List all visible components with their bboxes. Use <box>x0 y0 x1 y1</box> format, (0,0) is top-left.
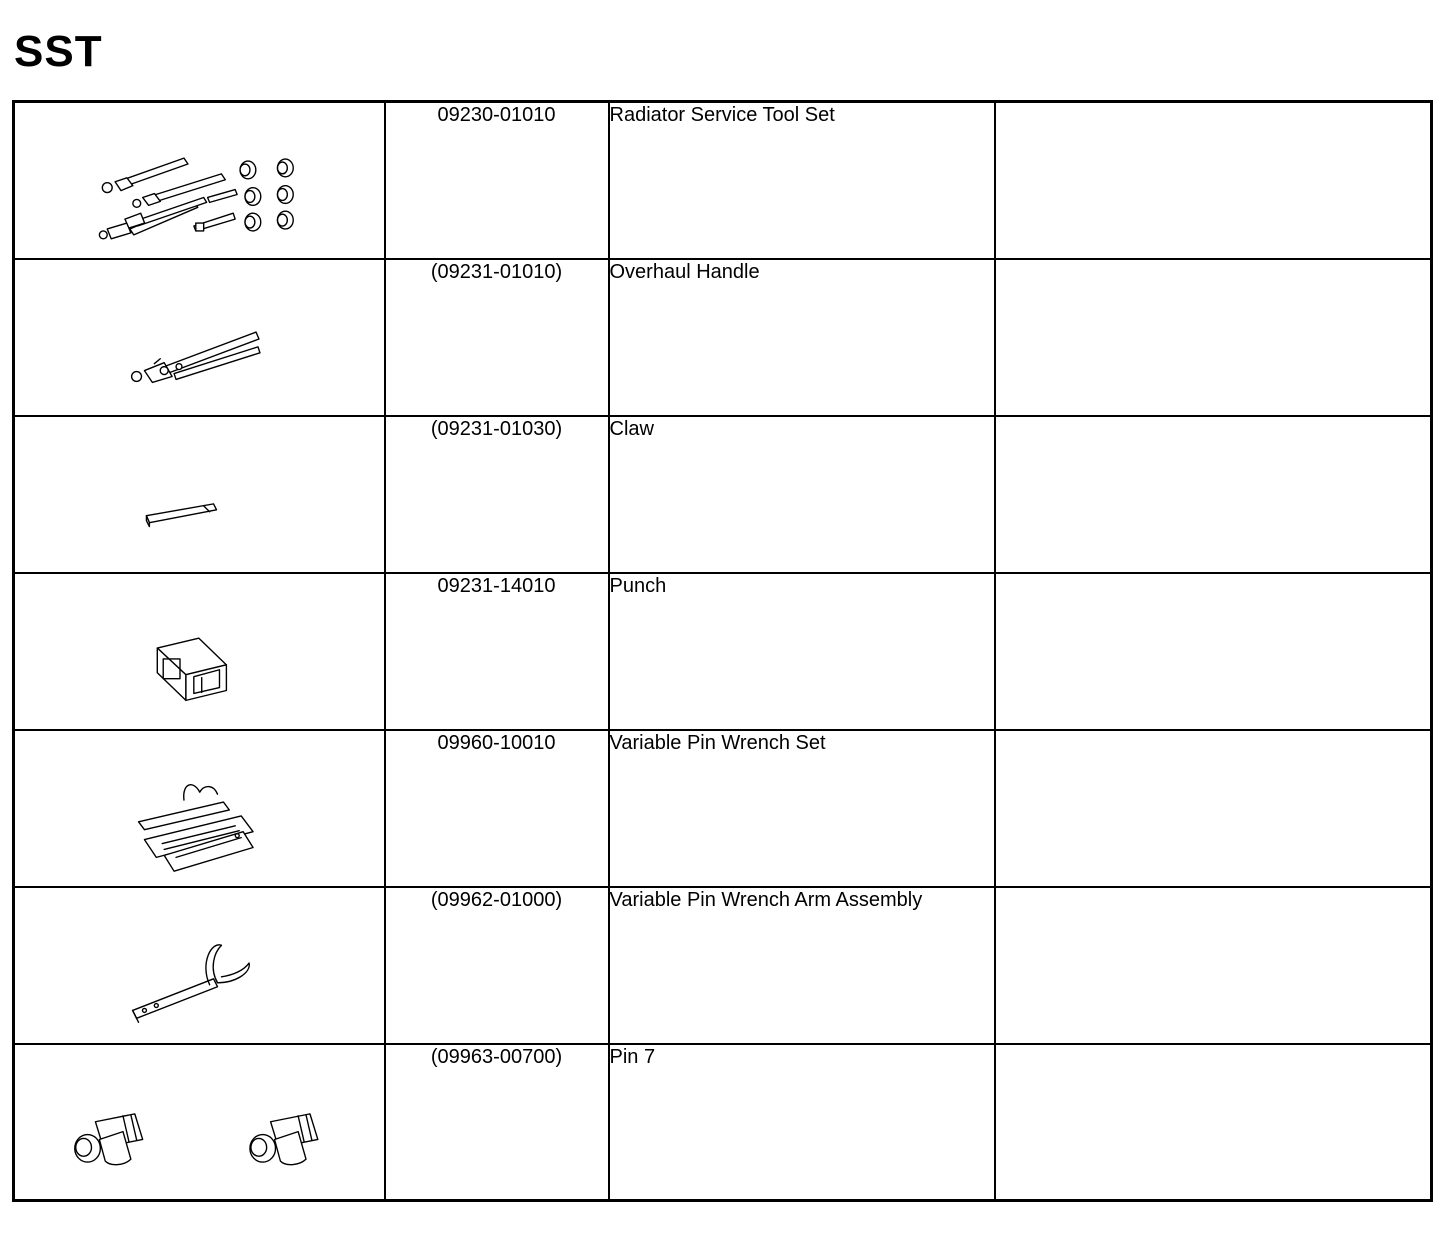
tool-name: Pin 7 <box>609 1044 995 1201</box>
tool-image-cell <box>14 730 385 887</box>
tool-image-cell <box>14 102 385 259</box>
table-row <box>14 416 1432 573</box>
tool-name: Claw <box>609 416 995 573</box>
part-number: 09231-14010 <box>385 573 609 730</box>
claw-icon <box>15 417 384 572</box>
pin-icon <box>15 1045 384 1200</box>
part-number: 09230-01010 <box>385 102 609 259</box>
tool-notes <box>995 887 1432 1044</box>
part-number: (09962-01000) <box>385 887 609 1044</box>
part-number: (09231-01010) <box>385 259 609 416</box>
tool-name: Variable Pin Wrench Arm Assembly <box>609 887 995 1044</box>
tool-notes <box>995 1044 1432 1201</box>
tool-name: Punch <box>609 573 995 730</box>
table-row <box>14 573 1432 730</box>
variable-pin-wrench-arm-icon <box>15 888 384 1043</box>
tool-name: Overhaul Handle <box>609 259 995 416</box>
tool-image-cell <box>14 887 385 1044</box>
part-number: (09963-00700) <box>385 1044 609 1201</box>
tool-image-cell <box>14 573 385 730</box>
tool-name: Variable Pin Wrench Set <box>609 730 995 887</box>
table-row <box>14 887 1432 1044</box>
table-row <box>14 1044 1432 1201</box>
tool-image-cell <box>14 259 385 416</box>
table-row <box>14 102 1432 259</box>
tool-notes <box>995 259 1432 416</box>
part-number: (09231-01030) <box>385 416 609 573</box>
tool-notes <box>995 416 1432 573</box>
table-row <box>14 730 1432 887</box>
tool-image-cell <box>14 416 385 573</box>
table-row <box>14 259 1432 416</box>
sst-table <box>12 100 1433 1202</box>
tool-name: Radiator Service Tool Set <box>609 102 995 259</box>
tool-image-cell <box>14 1044 385 1201</box>
punch-icon <box>15 574 384 729</box>
tool-notes <box>995 102 1432 259</box>
radiator-service-tool-set-icon <box>15 103 384 258</box>
tool-notes <box>995 730 1432 887</box>
tool-notes <box>995 573 1432 730</box>
page-title: SST <box>14 27 103 76</box>
part-number: 09960-10010 <box>385 730 609 887</box>
overhaul-handle-icon <box>15 260 384 415</box>
variable-pin-wrench-set-icon <box>15 731 384 886</box>
